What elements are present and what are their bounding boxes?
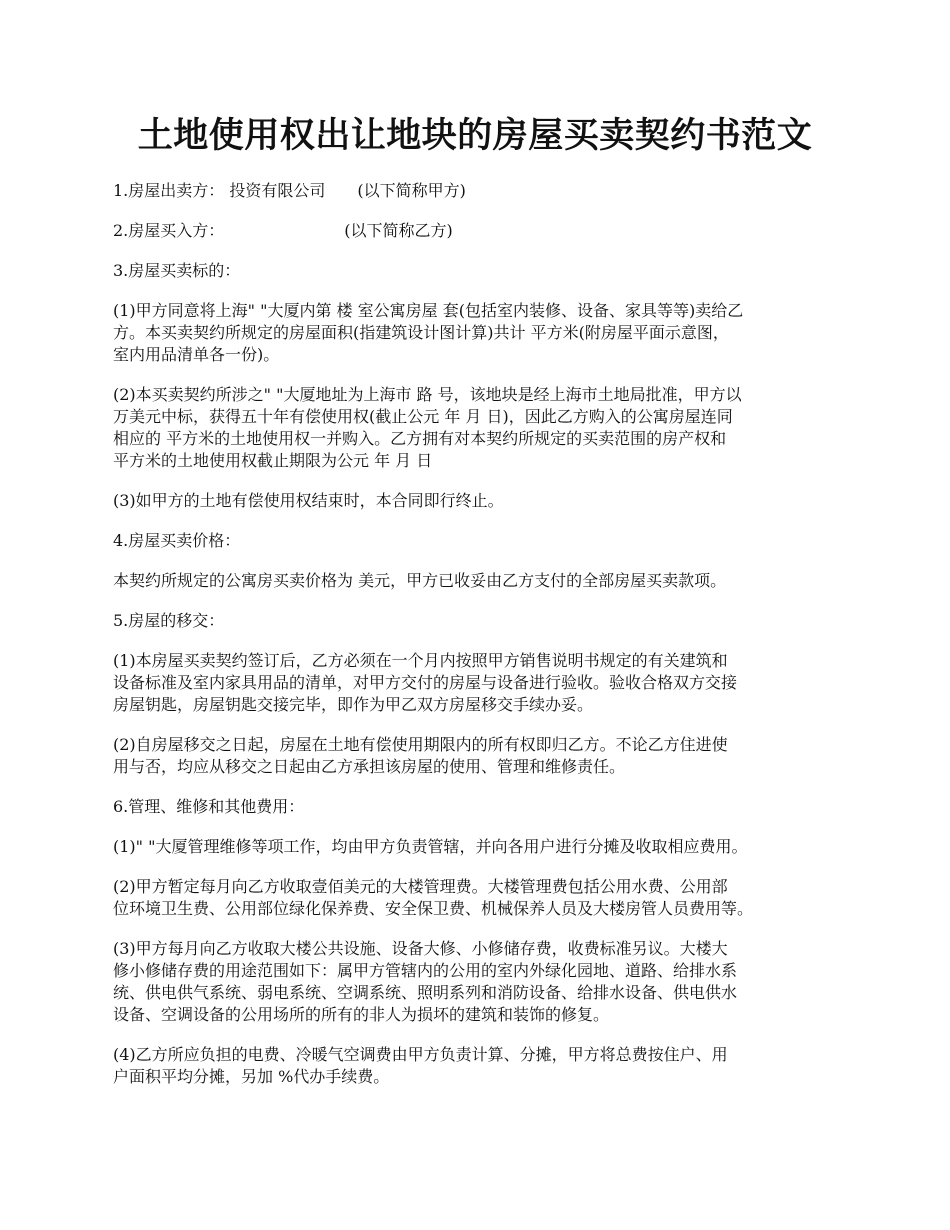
paragraph-fees-3 <box>113 938 843 1026</box>
document-title: 土地使用权出让地块的房屋买卖契约书范文 <box>137 115 813 156</box>
paragraph-line: (2)本买卖契约所涉之" "大厦地址为上海市 路 号，该地块是经上海市土地局批准，甲方以 <box>113 385 742 404</box>
paragraph-line: 2.房屋买入方： (以下简称乙方) <box>113 221 453 240</box>
paragraph-line: 5.房屋的移交： <box>113 611 225 630</box>
paragraph-line: (4)乙方所应负担的电费、冷暖气空调费由甲方负责计算、分摊，甲方将总费按住户、用 <box>113 1045 728 1064</box>
paragraph-line: 房屋钥匙，房屋钥匙交接完毕，即作为甲乙双方房屋移交手续办妥。 <box>113 695 594 714</box>
paragraph-line: 方。本买卖契约所规定的房屋面积(指建筑设计图计算)共计 平方米(附房屋平面示意图， <box>113 323 729 342</box>
paragraph-line: 相应的 平方米的土地使用权一并购入。乙方拥有对本契约所规定的买卖范围的房产权和 <box>113 429 727 448</box>
paragraph-buyer <box>113 220 843 242</box>
paragraph-line: 用与否，均应从移交之日起由乙方承担该房屋的使用、管理和维修责任。 <box>113 757 626 776</box>
paragraph-fees-1 <box>113 836 843 858</box>
paragraph-line: 统、供电供气系统、弱电系统、空调系统、照明系列和消防设备、给排水设备、供电供水 <box>113 983 738 1002</box>
paragraph-line: 设备标准及室内家具用品的清单，对甲方交付的房屋与设备进行验收。验收合格双方交接 <box>113 673 738 692</box>
paragraph-line: (3)甲方每月向乙方收取大楼公共设施、设备大修、小修储存费，收费标准另议。大楼大 <box>113 939 728 958</box>
paragraph-subject-1 <box>113 300 843 366</box>
section-heading-handover <box>113 610 843 632</box>
paragraph-price <box>113 570 843 592</box>
paragraph-line: 户面积平均分摊，另加 %代办手续费。 <box>113 1067 390 1086</box>
document-body <box>113 180 843 1106</box>
paragraph-handover-2 <box>113 734 843 778</box>
paragraph-line: 6.管理、维修和其他费用： <box>113 797 305 816</box>
paragraph-line: (2)自房屋移交之日起，房屋在土地有偿使用期限内的所有权即归乙方。不论乙方住进使 <box>113 735 728 754</box>
paragraph-line: (1)本房屋买卖契约签订后，乙方必须在一个月内按照甲方销售说明书规定的有关建筑和 <box>113 651 728 670</box>
paragraph-line: 1.房屋出卖方： 投资有限公司 (以下简称甲方) <box>113 181 466 200</box>
paragraph-seller <box>113 180 843 202</box>
paragraph-subject-3 <box>113 490 843 512</box>
paragraph-handover-1 <box>113 650 843 716</box>
section-heading-subject <box>113 260 843 282</box>
paragraph-line: 万美元中标，获得五十年有偿使用权(截止公元 年 月 日)，因此乙方购入的公寓房屋连同 <box>113 407 733 426</box>
paragraph-line: (3)如甲方的土地有偿使用权结束时，本合同即行终止。 <box>113 491 504 510</box>
paragraph-line: 平方米的土地使用权截止期限为公元 年 月 日 <box>113 451 433 470</box>
paragraph-line: 室内用品清单各一份)。 <box>113 345 280 364</box>
paragraph-line: 位环境卫生费、公用部位绿化保养费、安全保卫费、机械保养人员及大楼房管人员费用等。 <box>113 899 754 918</box>
paragraph-line: 本契约所规定的公寓房买卖价格为 美元，甲方已收妥由乙方支付的全部房屋买卖款项。 <box>113 571 727 590</box>
paragraph-line: 设备、空调设备的公用场所的所有的非人为损坏的建筑和装饰的修复。 <box>113 1005 610 1024</box>
paragraph-line: (1)" "大厦管理维修等项工作，均由甲方负责管辖，并向各用户进行分摊及收取相应费用。 <box>113 837 748 856</box>
paragraph-subject-2 <box>113 384 843 472</box>
paragraph-line: 修小修储存费的用途范围如下：属甲方管辖内的公用的室内外绿化园地、道路、给排水系 <box>113 961 738 980</box>
paragraph-line: 4.房屋买卖价格： <box>113 531 241 550</box>
paragraph-line: (1)甲方同意将上海" "大厦内第 楼 室公寓房屋 套(包括室内装修、设备、家具等等)卖给乙 <box>113 301 744 320</box>
paragraph-fees-2 <box>113 876 843 920</box>
section-heading-fees <box>113 796 843 818</box>
paragraph-line: 3.房屋买卖标的： <box>113 261 241 280</box>
paragraph-fees-4 <box>113 1044 843 1088</box>
section-heading-price <box>113 530 843 552</box>
paragraph-line: (2)甲方暂定每月向乙方收取壹佰美元的大楼管理费。大楼管理费包括公用水费、公用部 <box>113 877 728 896</box>
